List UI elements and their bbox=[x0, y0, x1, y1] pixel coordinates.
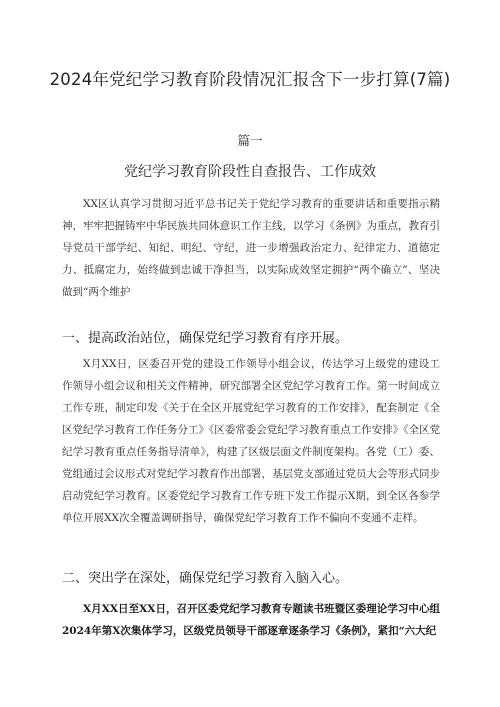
subheading-2: 二、突出学在深处，确保党纪学习教育入脑入心。 bbox=[62, 571, 349, 586]
document-title: 2024年党纪学习教育阶段情况汇报含下一步打算(7篇) bbox=[49, 70, 451, 89]
section-label: 篇一 bbox=[237, 133, 263, 148]
paragraph-3: X月XX日至XX日，召开区委党纪学习教育专题读书班暨区委理论学习中心组2024年第X次集体学习，区级党员领导干部逐章逐条学习《条例》，紧扣“六大纪 bbox=[62, 603, 440, 637]
paragraph-intro: XX区认真学习贯彻习近平总书记关于党纪学习教育的重要讲话和重要指示精神，牢牢把握铸牢中华民族共同体意识工作主线，以学习《条例》为重点，教育引导党员干部学纪、知纪、明纪、守纪，进一步增强政治定力、纪律定力、道德定力、抵腐定力，始终做到忠诚干净担当，以实际成效坚定拥护“两个确立”、坚决做到“两个维护 bbox=[62, 198, 440, 298]
subheading-1: 一、提高政治站位，确保党纪学习教育有序开展。 bbox=[62, 331, 349, 346]
paragraph-2: X月XX日，区委召开党的建设工作领导小组会议，传达学习上级党的建设工作领导小组会议和相关文件精神，研究部署全区党纪学习教育工作。第一时间成立工作专班，制定印发《关于在全区开展党纪学习教育的工作安排》，配套制定《全区党纪学习教育工作任务分工》《区委常委会党纪学习教育重点工作安排》《全区党纪学习教育重点任务指导清单》，构建了区级层面文件制度架构。各党（工）委、党组通过会议形式对党纪学习教育作出部署，基层党支部通过党员大会等形式同步启动党纪学习教育。区委党纪学习教育工作专班下发工作提示X期，到全区各参学单位开展XX次全覆盖调研指导，确保党纪学习教育工作不偏向不变通不走样。 bbox=[62, 358, 440, 524]
section-heading: 党纪学习教育阶段性自查报告、工作成效 bbox=[124, 164, 376, 180]
